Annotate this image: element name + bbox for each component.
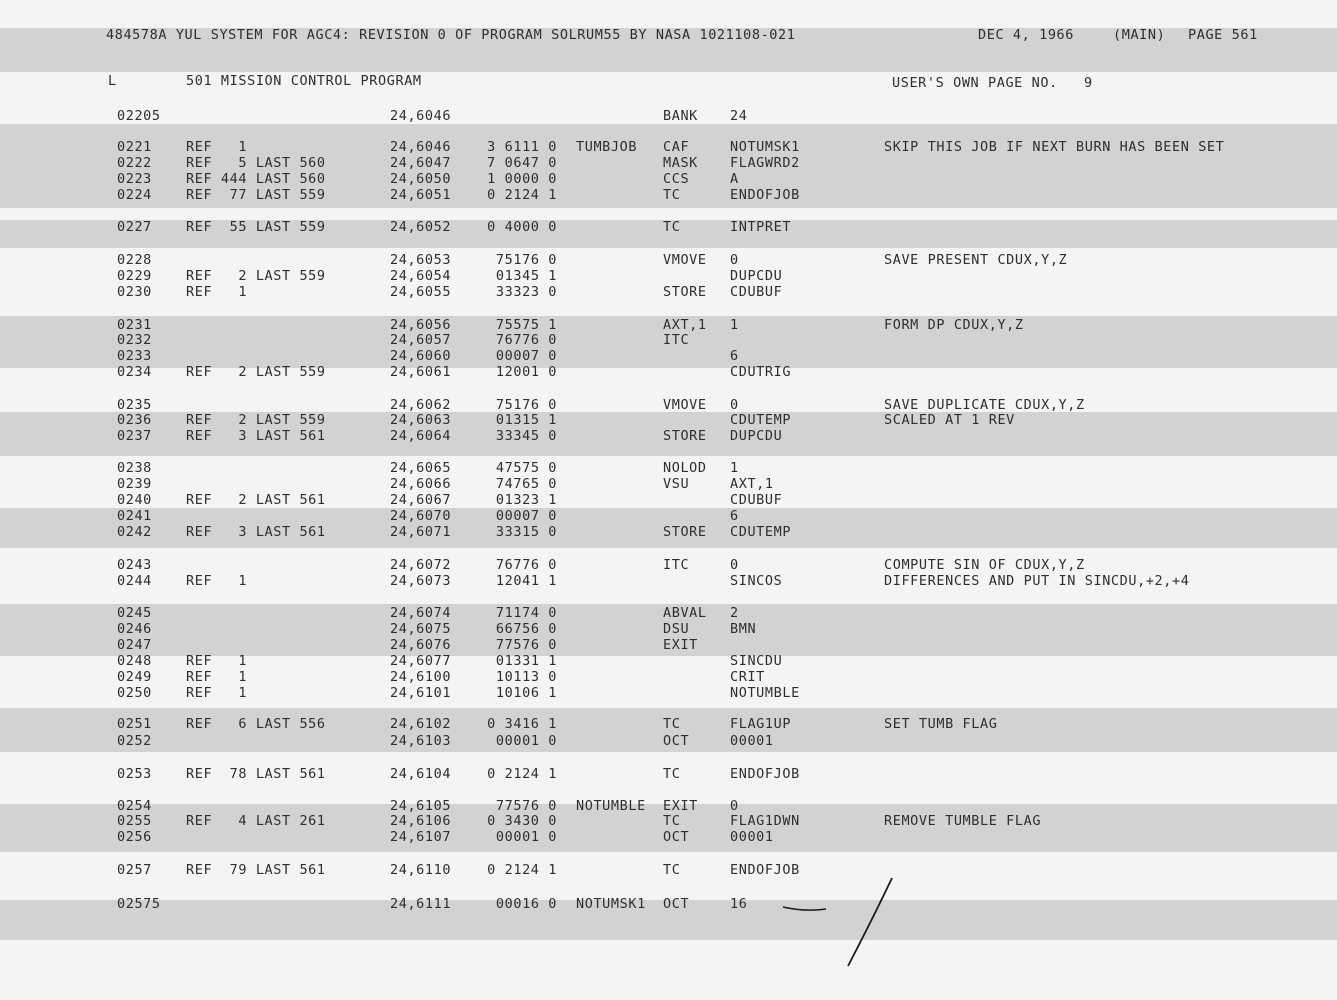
line-number: 0223 [117, 171, 152, 187]
address-field: 24,6063 [390, 412, 452, 428]
address-field: 24,6055 [390, 284, 452, 300]
opcode-field: ITC [663, 557, 690, 573]
ref-field: REF 3 LAST 561 [186, 428, 326, 444]
operand-field: 0 [730, 397, 739, 413]
operand-field: 0 [730, 252, 739, 268]
operand-field: CDUTEMP [730, 412, 792, 428]
octal-word: 0 3430 0 [487, 813, 557, 829]
octal-word: 00007 0 [495, 348, 557, 364]
opcode-field: TC [663, 187, 681, 203]
octal-word: 76776 0 [495, 557, 557, 573]
octal-word: 10113 0 [495, 669, 557, 685]
operand-field: 00001 [730, 829, 774, 845]
opcode-field: MASK [663, 155, 698, 171]
ref-field: REF 4 LAST 261 [186, 813, 326, 829]
opcode-field: AXT,1 [663, 317, 707, 333]
operand-field: 1 [730, 317, 739, 333]
octal-word: 01345 1 [495, 268, 557, 284]
address-field: 24,6077 [390, 653, 452, 669]
address-field: 24,6071 [390, 524, 452, 540]
octal-word: 12041 1 [495, 573, 557, 589]
address-field: 24,6047 [390, 155, 452, 171]
octal-word: 0 2124 1 [487, 766, 557, 782]
octal-word: 0 2124 1 [487, 862, 557, 878]
listing-date: DEC 4, 1966 [978, 27, 1075, 43]
address-field: 24,6046 [390, 139, 452, 155]
line-number: 0246 [117, 621, 152, 637]
operand-field: NOTUMSK1 [730, 139, 800, 155]
operand-field: DUPCDU [730, 268, 783, 284]
line-number: 0241 [117, 508, 152, 524]
operand-field: 1 [730, 460, 739, 476]
comment-field: DIFFERENCES AND PUT IN SINCDU,+2,+4 [884, 573, 1190, 589]
operand-field: 2 [730, 605, 739, 621]
address-field: 24,6076 [390, 637, 452, 653]
ref-field: REF 1 [186, 669, 248, 685]
operand-field: INTPRET [730, 219, 792, 235]
line-number: 0253 [117, 766, 152, 782]
operand-field: 6 [730, 348, 739, 364]
line-number: 0252 [117, 733, 152, 749]
line-number: 0227 [117, 219, 152, 235]
line-number: 02575 [117, 896, 161, 912]
operand-field: 00001 [730, 733, 774, 749]
operand-field: BMN [730, 621, 757, 637]
comment-field: SKIP THIS JOB IF NEXT BURN HAS BEEN SET [884, 139, 1225, 155]
operand-field: NOTUMBLE [730, 685, 800, 701]
ref-field: REF 5 LAST 560 [186, 155, 326, 171]
symbol-label: TUMBJOB [576, 139, 638, 155]
octal-word: 77576 0 [495, 798, 557, 814]
line-number: 0221 [117, 139, 152, 155]
operand-field: 6 [730, 508, 739, 524]
opcode-field: CCS [663, 171, 690, 187]
opcode-field: TC [663, 766, 681, 782]
opcode-field: OCT [663, 829, 690, 845]
address-field: 24,6066 [390, 476, 452, 492]
address-field: 24,6056 [390, 317, 452, 333]
address-field: 24,6107 [390, 829, 452, 845]
line-number: 0257 [117, 862, 152, 878]
octal-word: 1 0000 0 [487, 171, 557, 187]
opcode-field: CAF [663, 139, 690, 155]
listing-header: 484578A YUL SYSTEM FOR AGC4: REVISION 0 OF PROGRAM SOLRUM55 BY NASA 1021108-021 [106, 27, 796, 43]
address-field: 24,6110 [390, 862, 452, 878]
line-number: 0231 [117, 317, 152, 333]
address-field: 24,6074 [390, 605, 452, 621]
octal-word: 01331 1 [495, 653, 557, 669]
comment-field: SAVE DUPLICATE CDUX,Y,Z [884, 397, 1085, 413]
operand-field: SINCOS [730, 573, 783, 589]
octal-word: 33323 0 [495, 284, 557, 300]
operand-field: CDUBUF [730, 284, 783, 300]
opcode-field: EXIT [663, 798, 698, 814]
octal-word: 0 4000 0 [487, 219, 557, 235]
operand-field: CRIT [730, 669, 765, 685]
line-number: 0251 [117, 716, 152, 732]
line-number: 0242 [117, 524, 152, 540]
address-field: 24,6061 [390, 364, 452, 380]
line-number: 0254 [117, 798, 152, 814]
octal-word: 77576 0 [495, 637, 557, 653]
opcode-field: VMOVE [663, 397, 707, 413]
line-number: 0224 [117, 187, 152, 203]
line-number: 0232 [117, 332, 152, 348]
address-field: 24,6064 [390, 428, 452, 444]
operand-field: ENDOFJOB [730, 862, 800, 878]
operand-field: DUPCDU [730, 428, 783, 444]
opcode-field: VSU [663, 476, 690, 492]
ref-field: REF 2 LAST 561 [186, 492, 326, 508]
operand-field: ENDOFJOB [730, 766, 800, 782]
ref-field: REF 1 [186, 685, 248, 701]
line-number: 0240 [117, 492, 152, 508]
ref-field: REF 1 [186, 653, 248, 669]
ref-field: REF 55 LAST 559 [186, 219, 326, 235]
address-field: 24,6102 [390, 716, 452, 732]
comment-field: REMOVE TUMBLE FLAG [884, 813, 1042, 829]
opcode-field: ABVAL [663, 605, 707, 621]
line-number: 0239 [117, 476, 152, 492]
opcode-field: OCT [663, 733, 690, 749]
octal-word: 10106 1 [495, 685, 557, 701]
address-field: 24,6051 [390, 187, 452, 203]
page-number: PAGE 561 [1188, 27, 1258, 43]
octal-word: 75176 0 [495, 252, 557, 268]
line-number: 0235 [117, 397, 152, 413]
comment-field: SAVE PRESENT CDUX,Y,Z [884, 252, 1068, 268]
comment-field: SET TUMB FLAG [884, 716, 998, 732]
comment-field: FORM DP CDUX,Y,Z [884, 317, 1024, 333]
opcode-field: EXIT [663, 637, 698, 653]
operand-field: A [730, 171, 739, 187]
address-field: 24,6104 [390, 766, 452, 782]
address-field: 24,6105 [390, 798, 452, 814]
line-number: 0256 [117, 829, 152, 845]
listing-type-flag: L [108, 73, 117, 89]
octal-word: 71174 0 [495, 605, 557, 621]
octal-word: 75176 0 [495, 397, 557, 413]
address-field: 24,6075 [390, 621, 452, 637]
octal-word: 66756 0 [495, 621, 557, 637]
opcode-field: OCT [663, 896, 690, 912]
operand-field: 16 [730, 896, 748, 912]
octal-word: 7 0647 0 [487, 155, 557, 171]
comment-field: COMPUTE SIN OF CDUX,Y,Z [884, 557, 1085, 573]
opcode-field: ITC [663, 332, 690, 348]
opcode-field: TC [663, 813, 681, 829]
ref-field: REF 3 LAST 561 [186, 524, 326, 540]
line-number: 0238 [117, 460, 152, 476]
address-field: 24,6100 [390, 669, 452, 685]
operand-field: SINCDU [730, 653, 783, 669]
opcode-field: STORE [663, 284, 707, 300]
octal-word: 33345 0 [495, 428, 557, 444]
operand-field: 24 [730, 108, 748, 124]
opcode-field: BANK [663, 108, 698, 124]
octal-word: 00001 0 [495, 829, 557, 845]
line-number: 02205 [117, 108, 161, 124]
address-field: 24,6070 [390, 508, 452, 524]
line-number: 0255 [117, 813, 152, 829]
octal-word: 74765 0 [495, 476, 557, 492]
address-field: 24,6067 [390, 492, 452, 508]
ref-field: REF 2 LAST 559 [186, 364, 326, 380]
address-field: 24,6060 [390, 348, 452, 364]
opcode-field: STORE [663, 524, 707, 540]
operand-field: FLAG1DWN [730, 813, 800, 829]
ref-field: REF 1 [186, 139, 248, 155]
opcode-field: VMOVE [663, 252, 707, 268]
octal-word: 0 3416 1 [487, 716, 557, 732]
operand-field: CDUBUF [730, 492, 783, 508]
operand-field: AXT,1 [730, 476, 774, 492]
address-field: 24,6073 [390, 573, 452, 589]
symbol-label: NOTUMBLE [576, 798, 646, 814]
line-number: 0228 [117, 252, 152, 268]
ref-field: REF 78 LAST 561 [186, 766, 326, 782]
octal-word: 33315 0 [495, 524, 557, 540]
octal-word: 76776 0 [495, 332, 557, 348]
symbol-label: NOTUMSK1 [576, 896, 646, 912]
line-number: 0248 [117, 653, 152, 669]
address-field: 24,6111 [390, 896, 452, 912]
line-number: 0222 [117, 155, 152, 171]
comment-field: SCALED AT 1 REV [884, 412, 1015, 428]
operand-field: FLAG1UP [730, 716, 792, 732]
line-number: 0233 [117, 348, 152, 364]
ref-field: REF 444 LAST 560 [186, 171, 326, 187]
opcode-field: TC [663, 862, 681, 878]
address-field: 24,6052 [390, 219, 452, 235]
address-field: 24,6046 [390, 108, 452, 124]
opcode-field: TC [663, 716, 681, 732]
line-number: 0245 [117, 605, 152, 621]
ref-field: REF 2 LAST 559 [186, 412, 326, 428]
octal-word: 0 2124 1 [487, 187, 557, 203]
ref-field: REF 6 LAST 556 [186, 716, 326, 732]
ref-field: REF 79 LAST 561 [186, 862, 326, 878]
octal-word: 47575 0 [495, 460, 557, 476]
operand-field: 0 [730, 557, 739, 573]
octal-word: 01323 1 [495, 492, 557, 508]
octal-word: 3 6111 0 [487, 139, 557, 155]
address-field: 24,6103 [390, 733, 452, 749]
line-number: 0244 [117, 573, 152, 589]
octal-word: 00016 0 [495, 896, 557, 912]
octal-word: 00007 0 [495, 508, 557, 524]
user-page-number: USER'S OWN PAGE NO. 9 [892, 75, 1093, 91]
ref-field: REF 2 LAST 559 [186, 268, 326, 284]
line-number: 0229 [117, 268, 152, 284]
address-field: 24,6050 [390, 171, 452, 187]
opcode-field: NOLOD [663, 460, 707, 476]
listing-section: (MAIN) [1113, 27, 1166, 43]
address-field: 24,6065 [390, 460, 452, 476]
line-number: 0237 [117, 428, 152, 444]
program-title: 501 MISSION CONTROL PROGRAM [186, 73, 422, 89]
octal-word: 00001 0 [495, 733, 557, 749]
line-number: 0249 [117, 669, 152, 685]
operand-field: 0 [730, 798, 739, 814]
address-field: 24,6101 [390, 685, 452, 701]
operand-field: ENDOFJOB [730, 187, 800, 203]
address-field: 24,6106 [390, 813, 452, 829]
opcode-field: DSU [663, 621, 690, 637]
line-number: 0250 [117, 685, 152, 701]
ref-field: REF 1 [186, 284, 248, 300]
operand-field: FLAGWRD2 [730, 155, 800, 171]
line-number: 0247 [117, 637, 152, 653]
ref-field: REF 77 LAST 559 [186, 187, 326, 203]
address-field: 24,6054 [390, 268, 452, 284]
line-number: 0236 [117, 412, 152, 428]
octal-word: 01315 1 [495, 412, 557, 428]
address-field: 24,6062 [390, 397, 452, 413]
ref-field: REF 1 [186, 573, 248, 589]
operand-field: CDUTEMP [730, 524, 792, 540]
address-field: 24,6072 [390, 557, 452, 573]
line-number: 0234 [117, 364, 152, 380]
address-field: 24,6053 [390, 252, 452, 268]
line-number: 0243 [117, 557, 152, 573]
octal-word: 75575 1 [495, 317, 557, 333]
operand-field: CDUTRIG [730, 364, 792, 380]
line-number: 0230 [117, 284, 152, 300]
opcode-field: STORE [663, 428, 707, 444]
octal-word: 12001 0 [495, 364, 557, 380]
address-field: 24,6057 [390, 332, 452, 348]
opcode-field: TC [663, 219, 681, 235]
